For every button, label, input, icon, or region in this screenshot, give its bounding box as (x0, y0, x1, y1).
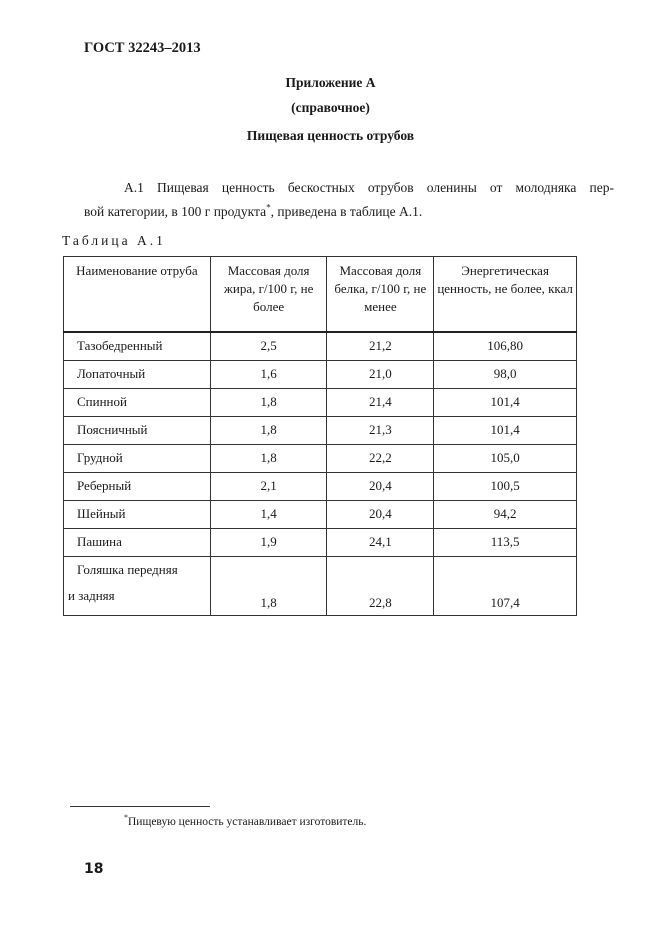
cut-name-line-2: и задняя (68, 587, 115, 603)
energy-value: 98,0 (434, 360, 577, 388)
fat-value: 1,8 (210, 556, 327, 615)
fat-value: 1,8 (210, 444, 327, 472)
paragraph-text-end: , приведена в таблице А.1. (270, 204, 423, 219)
header-protein: Массовая доля белка, г/100 г, не менее (327, 257, 434, 332)
table-caption: Таблица А.1 (62, 233, 166, 248)
cut-name: Поясничный (64, 416, 211, 444)
table-row (64, 444, 577, 472)
table-row (64, 472, 577, 500)
energy-value: 100,5 (434, 472, 577, 500)
protein-value: 21,4 (327, 388, 434, 416)
table-row (64, 360, 577, 388)
annex-label: Приложение А (285, 75, 376, 90)
protein-value: 24,1 (327, 528, 434, 556)
fat-value: 1,8 (210, 416, 327, 444)
protein-value: 21,0 (327, 360, 434, 388)
cut-name: Тазобедренный (64, 332, 211, 361)
fat-value: 1,6 (210, 360, 327, 388)
cut-name (64, 556, 211, 615)
energy-value: 105,0 (434, 444, 577, 472)
table-row (64, 416, 577, 444)
energy-value: 94,2 (434, 500, 577, 528)
cut-name-line-1: Голяшка передняя (77, 561, 178, 577)
table-row (64, 500, 577, 528)
energy-value: 101,4 (434, 388, 577, 416)
paragraph-line-1: А.1 Пищевая ценность бескостных отрубов оленины от молодняка пер- (124, 180, 614, 195)
protein-value: 21,3 (327, 416, 434, 444)
protein-value: 20,4 (327, 472, 434, 500)
standard-number: ГОСТ 32243–2013 (84, 40, 201, 56)
cut-name: Спинной (64, 388, 211, 416)
footnote-mark: * (124, 813, 128, 823)
protein-value: 21,2 (327, 332, 434, 361)
energy-value: 106,80 (434, 332, 577, 361)
energy-value: 107,4 (434, 556, 577, 615)
protein-value: 22,2 (327, 444, 434, 472)
table-row (64, 332, 577, 361)
energy-value: 113,5 (434, 528, 577, 556)
annex-type: (справочное) (291, 100, 370, 115)
page-number: 18 (84, 861, 104, 877)
footnote-text: Пищевую ценность устанавливает изготовитель. (128, 816, 367, 828)
footnote-divider (70, 806, 210, 807)
protein-value: 22,8 (327, 556, 434, 615)
footnote-reference: * (266, 202, 271, 213)
annex-title: Пищевая ценность отрубов (246, 128, 415, 143)
paragraph-text: вой категории, в 100 г продукта (84, 204, 267, 219)
header-energy: Энергетическая ценность, не более, ккал (434, 257, 577, 332)
cut-name: Шейный (64, 500, 211, 528)
cut-name: Реберный (64, 472, 211, 500)
paragraph-line-2 (84, 200, 614, 224)
table-row (64, 556, 577, 615)
header-fat: Массовая доля жира, г/100 г, не более (210, 257, 327, 332)
nutrition-table (63, 256, 577, 616)
header-cut-name: Наименование отруба (64, 257, 211, 332)
cut-name: Пашина (64, 528, 211, 556)
cut-name: Грудной (64, 444, 211, 472)
fat-value: 2,5 (210, 332, 327, 361)
table-row (64, 528, 577, 556)
protein-value: 20,4 (327, 500, 434, 528)
footnote (124, 813, 367, 828)
fat-value: 1,4 (210, 500, 327, 528)
table-header-row (64, 257, 577, 332)
fat-value: 2,1 (210, 472, 327, 500)
fat-value: 1,8 (210, 388, 327, 416)
fat-value: 1,9 (210, 528, 327, 556)
table-row (64, 388, 577, 416)
energy-value: 101,4 (434, 416, 577, 444)
cut-name: Лопаточный (64, 360, 211, 388)
